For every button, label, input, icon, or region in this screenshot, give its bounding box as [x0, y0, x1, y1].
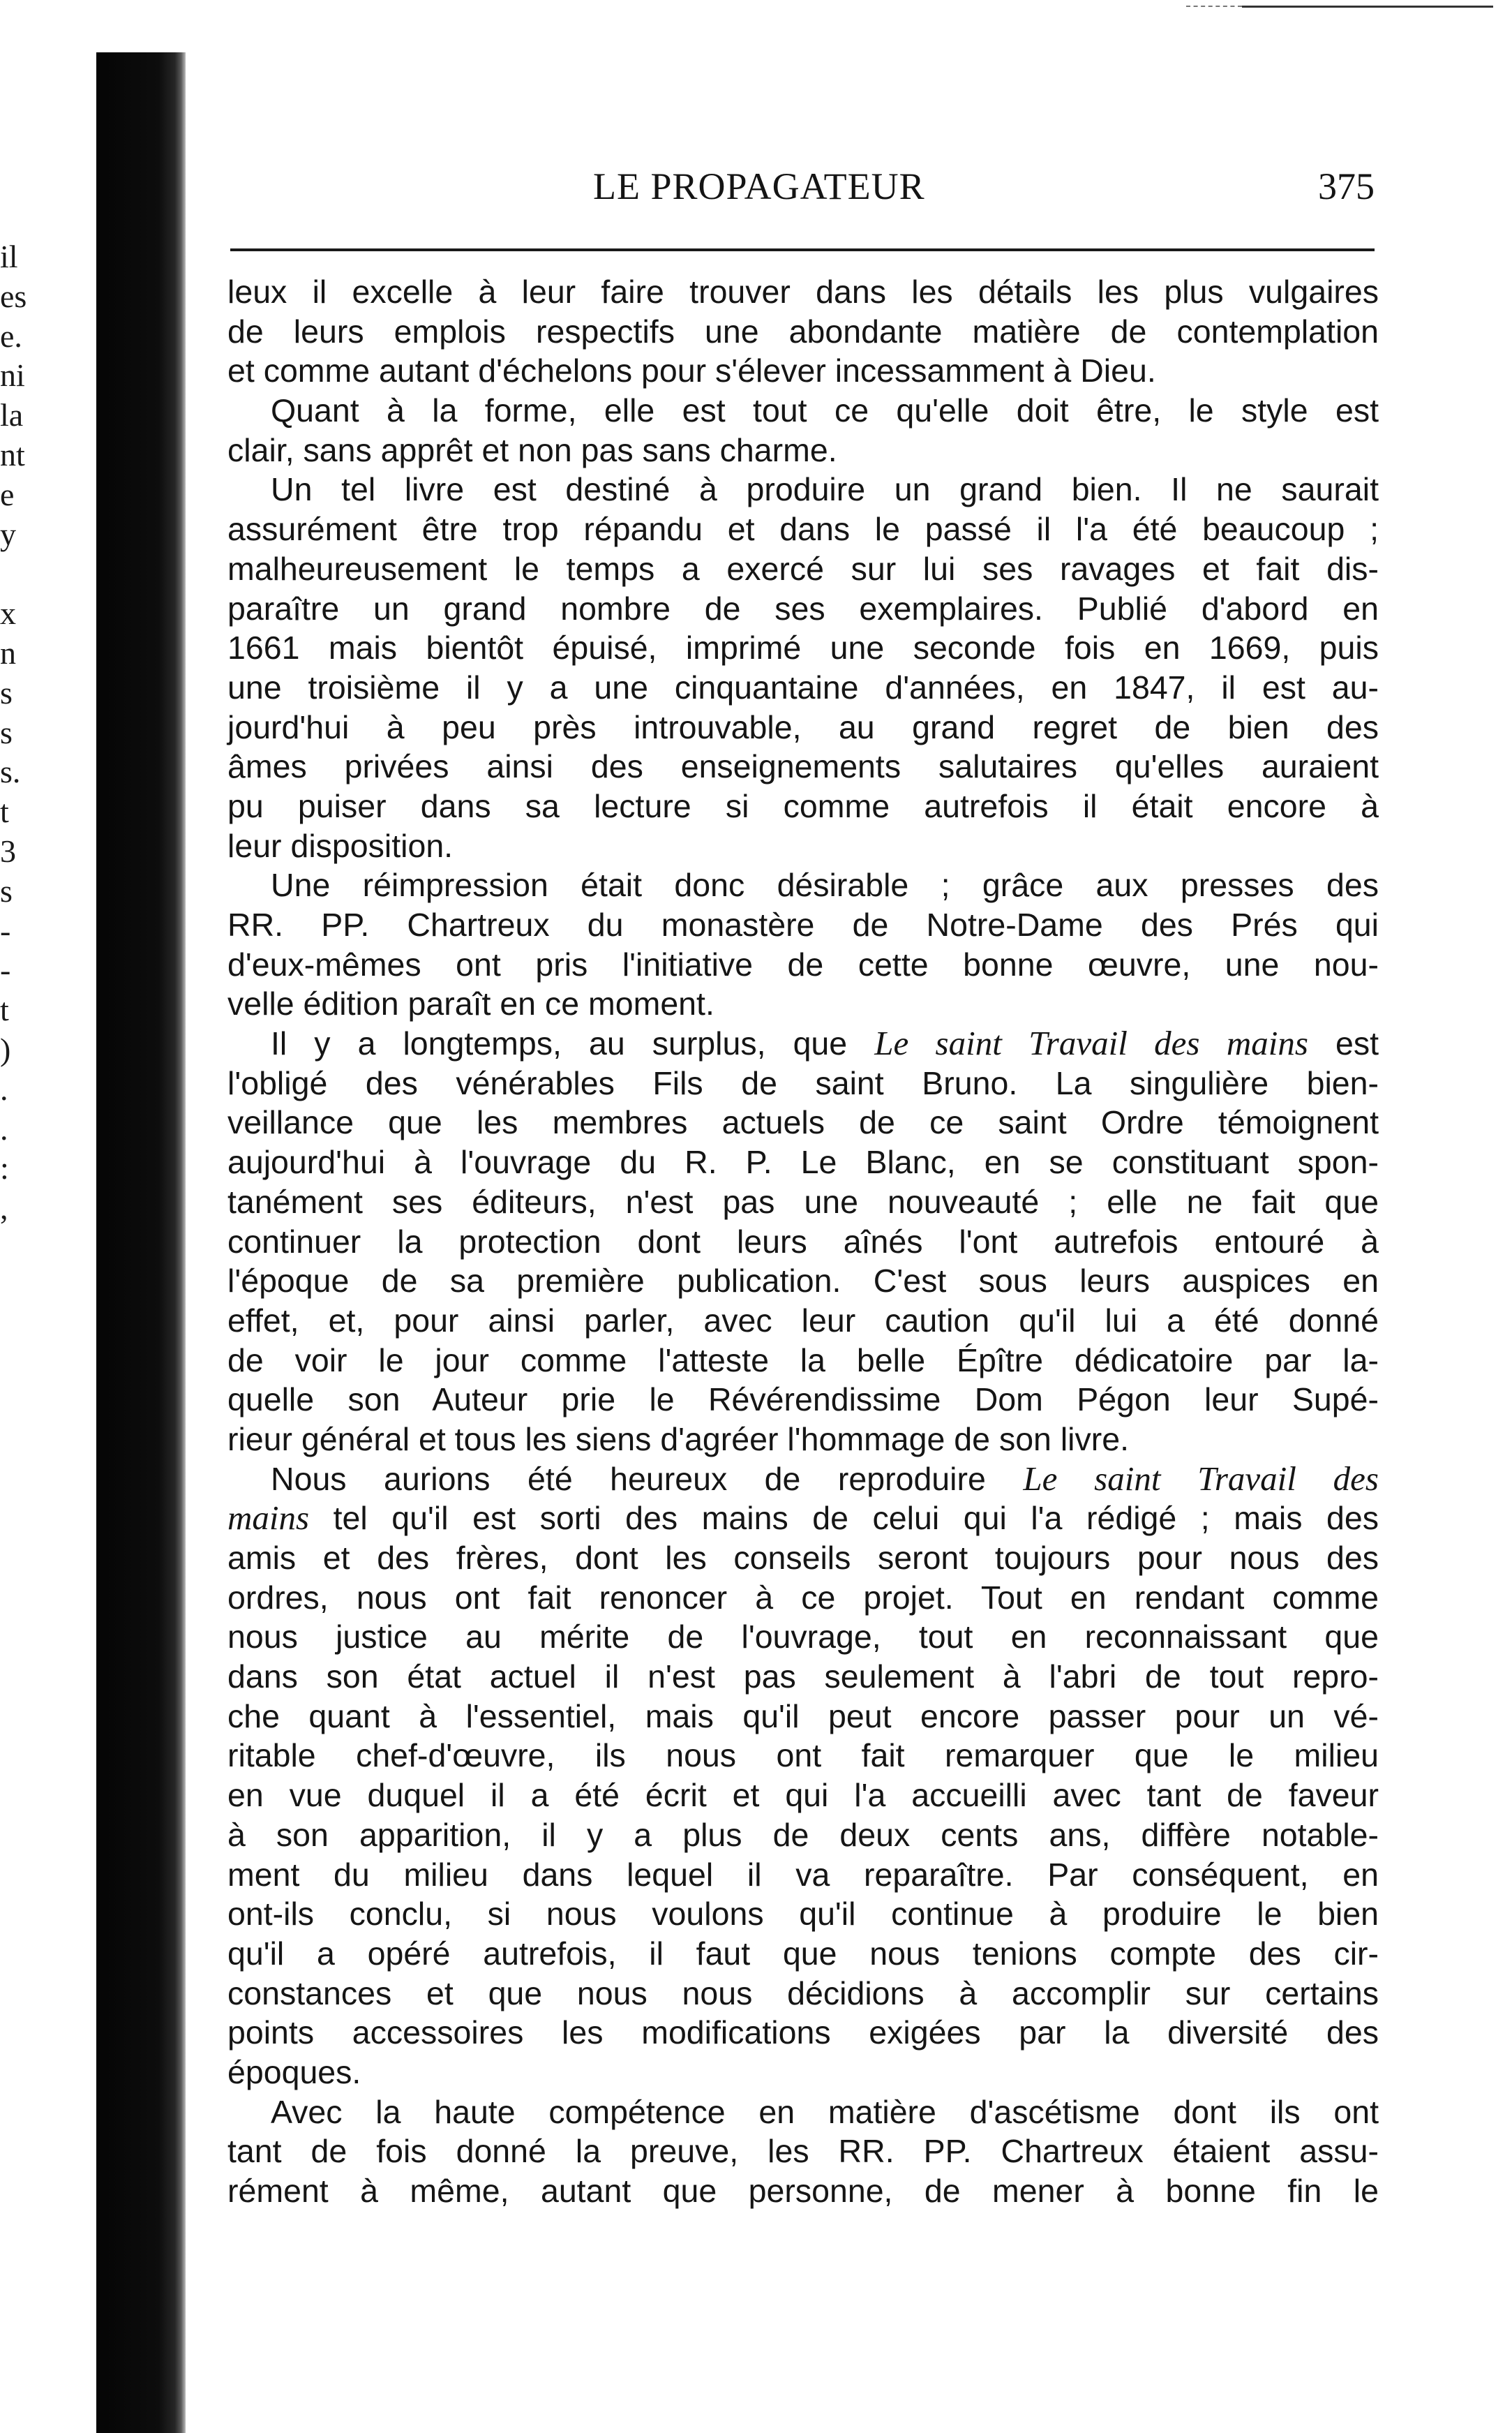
text-line: tanément ses éditeurs, n'est pas une nouveauté ; elle ne fait que — [227, 1183, 1379, 1220]
text-line: Quant à la forme, elle est tout ce qu'elle doit être, le style est — [271, 392, 1379, 429]
margin-fragment: e — [0, 476, 15, 512]
text-line: rieur général et tous les siens d'agréer l'hommage de son livre. — [227, 1420, 1130, 1457]
running-title: LE PROPAGATEUR — [593, 165, 925, 207]
top-edge-rule — [1242, 6, 1493, 8]
margin-fragment: x — [0, 595, 16, 632]
margin-fragment: y — [0, 516, 16, 552]
text-line: ordres, nous ont fait renoncer à ce projet. Tout en rendant comme — [227, 1579, 1379, 1616]
margin-fragment: - — [0, 912, 11, 948]
text-line: l'époque de sa première publication. C'est sous leurs auspices en — [227, 1263, 1379, 1300]
text-line: Un tel livre est destiné à produire un grand bien. Il ne saurait — [271, 471, 1379, 508]
text-line: leur disposition. — [227, 827, 454, 864]
text-line: époques. — [227, 2053, 361, 2090]
margin-fragment: s. — [0, 754, 21, 790]
text-line: che quant à l'essentiel, mais qu'il peut encore passer pour un vé- — [227, 1697, 1379, 1734]
text-line: clair, sans apprêt et non pas sans charme. — [227, 431, 837, 468]
text-line: points accessoires les modifications exigées par la diversité des — [227, 2014, 1379, 2051]
margin-fragment: es — [0, 278, 27, 314]
text-line: velle édition paraît en ce moment. — [227, 985, 714, 1022]
margin-fragment: . — [0, 1071, 8, 1107]
margin-fragment: : — [0, 1150, 9, 1186]
text-segment: Nous aurions été heureux de reproduire — [271, 1460, 1024, 1497]
italic-title: Le saint Travail des — [1023, 1459, 1379, 1498]
text-segment: est — [1308, 1025, 1379, 1062]
header-rule — [230, 248, 1375, 251]
text-line: ritable chef-d'œuvre, ils nous ont fait remarquer que le milieu — [227, 1737, 1379, 1774]
text-line: ment du milieu dans lequel il va reparaître. Par conséquent, en — [227, 1856, 1379, 1893]
margin-fragment: t — [0, 794, 9, 830]
text-line: constances et que nous nous décidions à accomplir sur certains — [227, 1974, 1379, 2011]
text-segment: Il y a longtemps, au surplus, que — [271, 1025, 875, 1062]
italic-title: Le saint Travail des mains — [874, 1024, 1308, 1063]
margin-fragment: , — [0, 1190, 8, 1226]
text-line: continuer la protection dont leurs aînés l'ont autrefois entouré à — [227, 1223, 1379, 1260]
text-line: qu'il a opéré autrefois, il faut que nous tenions compte des cir- — [227, 1935, 1379, 1972]
body-text — [227, 272, 1379, 2401]
margin-fragment: s — [0, 872, 13, 909]
text-line: âmes privées ainsi des enseignements salutaires qu'elles auraient — [227, 748, 1379, 785]
text-line: assurément être trop répandu et dans le passé il l'a été beaucoup ; — [227, 511, 1379, 548]
text-line: d'eux-mêmes ont pris l'initiative de cette bonne œuvre, une nou- — [227, 946, 1379, 983]
top-edge-dash — [1186, 6, 1242, 7]
text-line: l'obligé des vénérables Fils de saint Bruno. La singulière bien- — [227, 1064, 1379, 1101]
margin-fragment — [0, 554, 77, 594]
text-line: nous justice au mérite de l'ouvrage, tout en reconnaissant que — [227, 1619, 1379, 1656]
margin-fragment: n — [0, 634, 16, 671]
text-line: Avec la haute compétence en matière d'ascétisme dont ils ont — [271, 2093, 1379, 2130]
page-number: 375 — [1318, 165, 1375, 207]
text-line: de voir le jour comme l'atteste la belle Épître dédicatoire par la- — [227, 1341, 1379, 1378]
margin-fragment: e. — [0, 318, 22, 354]
text-line — [227, 1459, 1379, 1499]
text-line: aujourd'hui à l'ouvrage du R. P. Le Blanc, en se constituant spon- — [227, 1144, 1379, 1181]
margin-fragment: s — [0, 714, 13, 750]
margin-fragment: nt — [0, 436, 25, 473]
text-line: 1661 mais bientôt épuisé, imprimé une seconde fois en 1669, puis — [227, 630, 1379, 667]
page-header — [230, 162, 1375, 211]
text-line: ont-ils conclu, si nous voulons qu'il continue à produire le bien — [227, 1896, 1379, 1933]
text-line: et comme autant d'échelons pour s'élever incessamment à Dieu. — [227, 352, 1156, 389]
text-line: amis et des frères, dont les conseils seront toujours pour nous des — [227, 1540, 1379, 1576]
text-line: leux il excelle à leur faire trouver dans les détails les plus vulgaires — [227, 274, 1379, 310]
text-line: paraître un grand nombre de ses exemplaires. Publié d'abord en — [227, 590, 1379, 627]
margin-fragment: s — [0, 674, 13, 710]
margin-fragment: ni — [0, 357, 25, 394]
text-segment: tel qu'il est sorti des mains de celui qui l'a rédigé ; mais des — [309, 1500, 1379, 1537]
text-line — [227, 1024, 1379, 1064]
margin-fragment: t — [0, 992, 9, 1028]
margin-fragment: la — [0, 397, 24, 433]
italic-title: mains — [227, 1498, 310, 1538]
margin-fragment: 3 — [0, 833, 16, 869]
text-line: tant de fois donné la preuve, les RR. PP. Chartreux étaient assu- — [227, 2133, 1379, 2170]
margin-fragment: ) — [0, 1031, 11, 1067]
margin-fragment: il — [0, 239, 18, 274]
book-spine-shadow — [96, 52, 186, 2433]
facing-page-fragments — [0, 237, 77, 1228]
text-line: jourd'hui à peu près introuvable, au grand regret de bien des — [227, 708, 1379, 745]
text-line: Une réimpression était donc désirable ; grâce aux presses des — [271, 867, 1379, 904]
text-line: effet, et, pour ainsi parler, avec leur caution qu'il lui a été donné — [227, 1302, 1379, 1339]
text-line: de leurs emplois respectifs une abondante matière de contemplation — [227, 313, 1379, 350]
text-line — [227, 1498, 1379, 1538]
margin-fragment: - — [0, 952, 11, 988]
text-line: pu puiser dans sa lecture si comme autrefois il était encore à — [227, 787, 1379, 824]
text-line: dans son état actuel il n'est pas seulement à l'abri de tout repro- — [227, 1658, 1379, 1695]
text-line: veillance que les membres actuels de ce saint Ordre témoignent — [227, 1104, 1379, 1141]
text-line: RR. PP. Chartreux du monastère de Notre-Dame des Prés qui — [227, 907, 1379, 943]
text-line: à son apparition, il y a plus de deux cents ans, diffère notable- — [227, 1816, 1379, 1853]
text-line: malheureusement le temps a exercé sur lui ses ravages et fait dis- — [227, 550, 1379, 587]
text-line: quelle son Auteur prie le Révérendissime Dom Pégon leur Supé- — [227, 1381, 1379, 1418]
text-line: une troisième il y a une cinquantaine d'années, en 1847, il est au- — [227, 669, 1379, 706]
margin-fragment: . — [0, 1110, 8, 1147]
text-line: rément à même, autant que personne, de mener à bonne fin le — [227, 2173, 1379, 2209]
text-line: en vue duquel il a été écrit et qui l'a accueilli avec tant de faveur — [227, 1777, 1379, 1814]
